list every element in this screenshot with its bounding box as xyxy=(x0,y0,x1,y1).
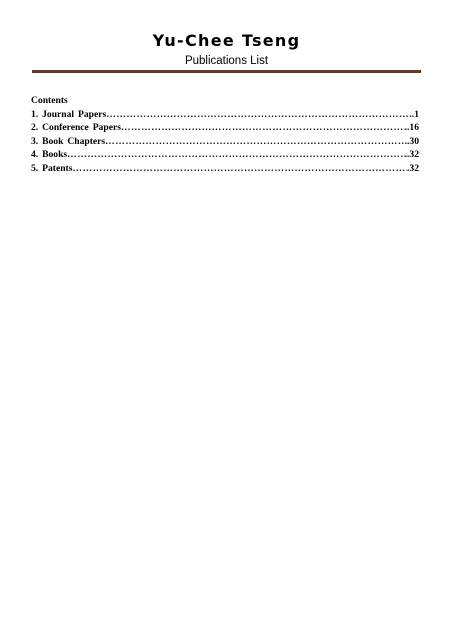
toc-entry-page: ..32 xyxy=(404,149,419,160)
page-title: Yu-Chee Tseng xyxy=(152,31,301,50)
toc-entry-book-chapters[interactable] xyxy=(31,135,419,149)
toc-entry-conference-papers[interactable] xyxy=(31,121,419,135)
toc-entry-page: .32 xyxy=(407,162,419,174)
toc-entry-patents[interactable] xyxy=(31,162,419,176)
header-divider xyxy=(32,70,421,73)
toc-entry-label: 1. Journal Papers xyxy=(31,108,107,120)
dot-leader xyxy=(105,135,404,149)
toc-entry-label: 3. Book Chapters xyxy=(31,135,106,147)
toc-entry-page: ..30 xyxy=(404,135,419,147)
page-subtitle: Publications List xyxy=(184,55,269,67)
dot-leader xyxy=(106,108,412,122)
contents-heading: Contents xyxy=(31,95,68,106)
toc-entry-page: .1 xyxy=(411,108,419,120)
dot-leader xyxy=(67,148,404,162)
dot-leader xyxy=(72,162,407,176)
toc-entry-page: ..16 xyxy=(404,122,419,133)
toc-entry-label: 5. Patents xyxy=(31,162,73,174)
toc-entry-label: 2. Conference Papers xyxy=(31,122,121,133)
toc-entry-journal-papers[interactable] xyxy=(31,108,419,122)
toc-entry-label: 4. Books xyxy=(31,149,68,160)
dot-leader xyxy=(121,121,405,135)
table-of-contents xyxy=(31,94,419,175)
toc-entry-books[interactable] xyxy=(31,148,419,162)
